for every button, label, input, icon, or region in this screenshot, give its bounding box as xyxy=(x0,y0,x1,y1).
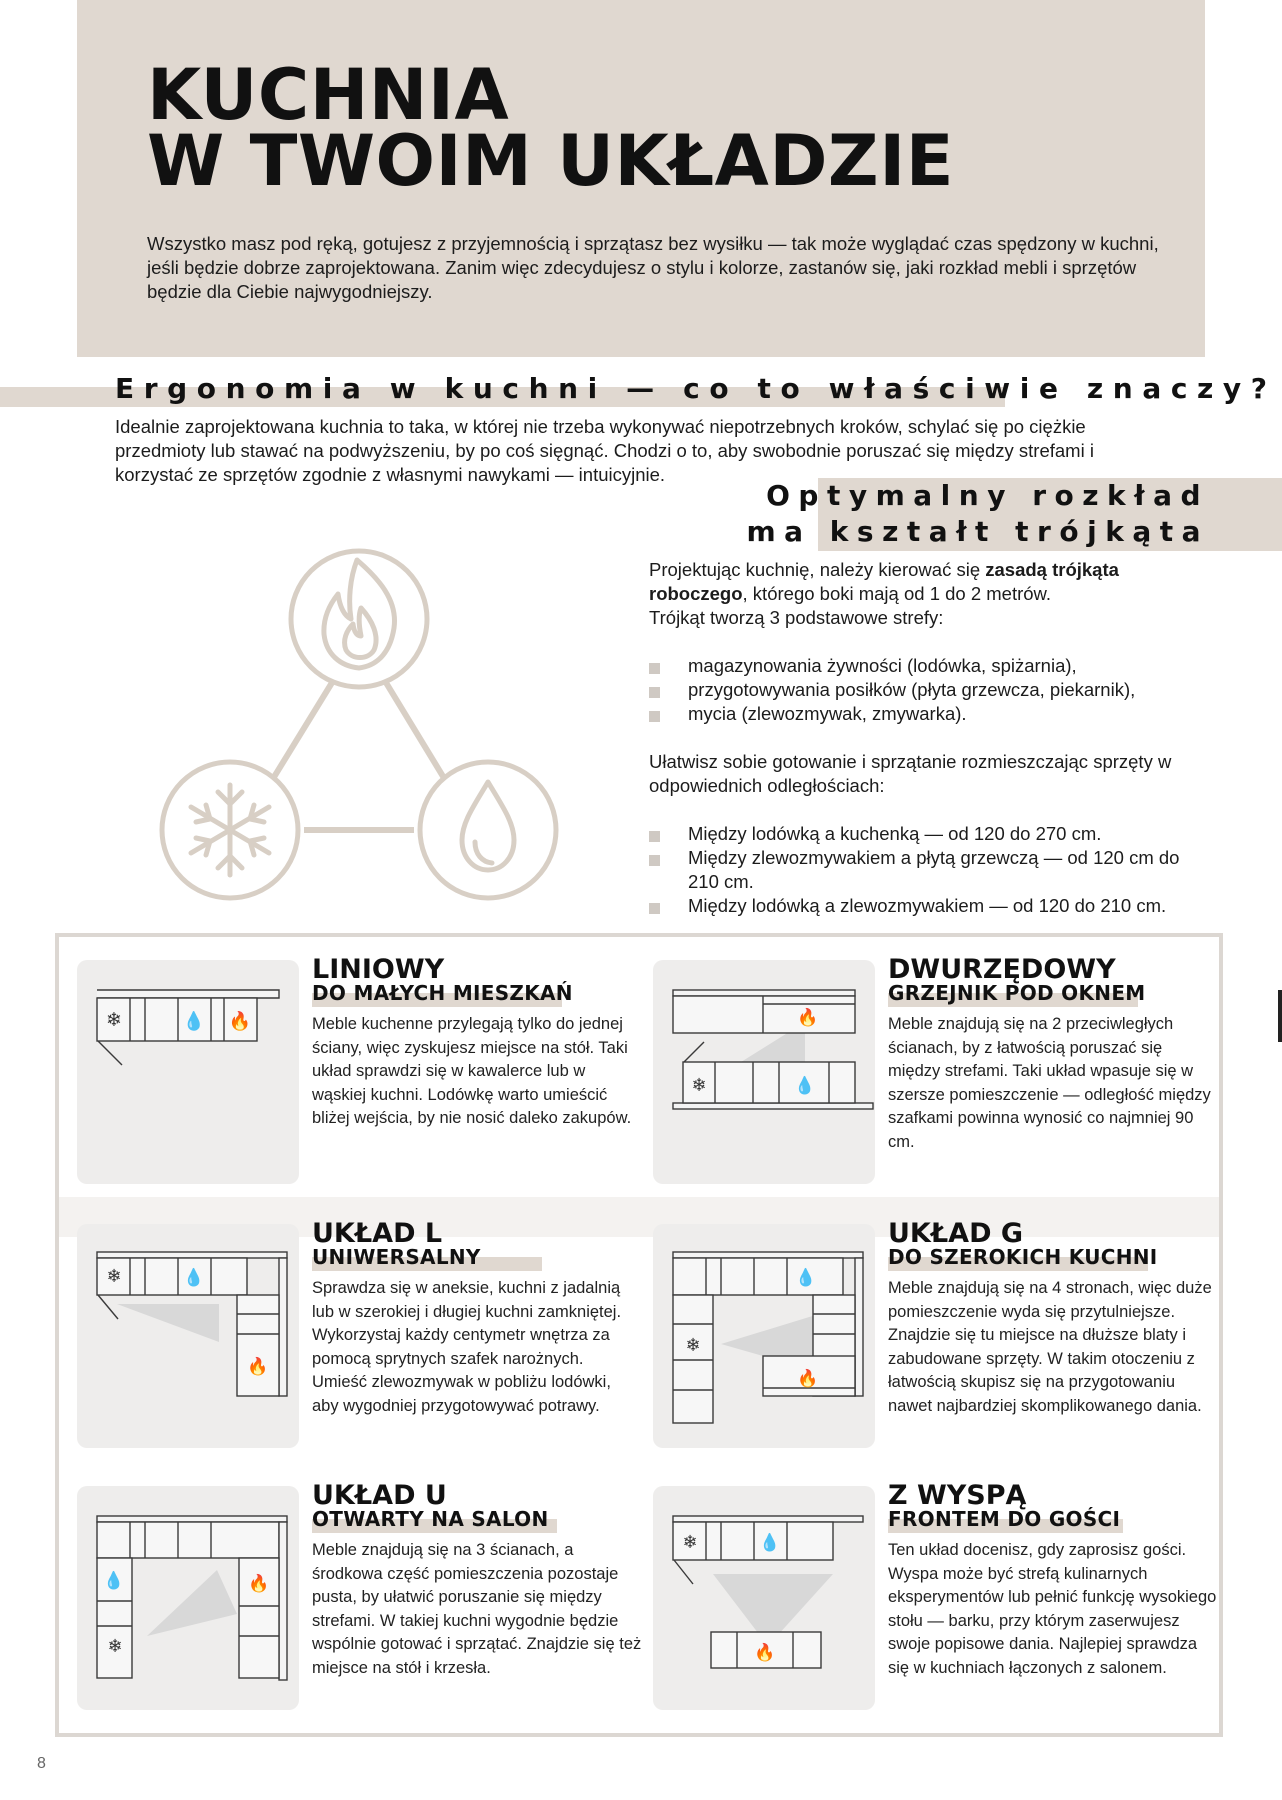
zones-list xyxy=(649,654,1209,726)
list-item: mycia (zlewozmywak, zmywarka). xyxy=(649,702,1209,726)
plan-g-shape xyxy=(653,1224,875,1448)
layout-card-l: UKŁAD L UNIWERSALNY Sprawdza się w aneksie, kuchni z jadalnią lub w szerokiej i długiej kuchni zamkniętej. Wykorzystaj każdy centymetr wnętrza za pomocą sprytnych szafek narożnych. Umieść zlewozmywak w pobliżu lodówki, aby wygodniej przygotowywać potrawy. xyxy=(312,1218,622,1415)
sink-icon: 💧 xyxy=(103,1571,125,1590)
snowflake-icon xyxy=(162,762,298,898)
list-item: Między zlewozmywakiem a płytą grzewczą — od 120 cm do 210 cm. xyxy=(649,846,1209,894)
distances-list xyxy=(649,822,1209,918)
layout-card-galley: DWURZĘDOWY GRZEJNIK POD OKNEM Meble znajdują się na 2 przeciwległych ścianach, by z łatwością poruszać się między strefami. Taki układ wpasuje się w szersze pomieszczenie — odległość między szafkami powinna wynosić co najmniej 90 cm. xyxy=(888,954,1211,1151)
distances-intro: Ułatwisz sobie gotowanie i sprzątanie rozmieszczając sprzęty w odpowiednich odległościach: xyxy=(649,751,1172,796)
section-title-ergonomia: Ergonomia w kuchni — co to właściwie znaczy? xyxy=(115,372,1277,405)
fridge-icon: ❄ xyxy=(682,1532,698,1552)
bullet-square-icon xyxy=(649,663,660,674)
sink-icon: 💧 xyxy=(794,1076,816,1095)
stove-icon: 🔥 xyxy=(248,1574,270,1593)
layout-card-g: UKŁAD G DO SZEROKICH KUCHNI Meble znajdują się na 4 stronach, więc duże pomieszczenie wyda się przytulniejsze. Znajdzie się tu miejsce na dłuższe blaty i zabudowane sprzęty. W takim otoczeniu z łatwością skupisz się na przygotowaniu nawet najbardziej skomplikowanego dania. xyxy=(888,1218,1212,1415)
plan-galley xyxy=(653,960,875,1184)
page-title: KUCHNIA W TWOIM UKŁADZIE xyxy=(147,54,955,202)
stove-icon: 🔥 xyxy=(797,1369,819,1388)
section-title-optimal: Optymalny rozkład ma kształt trójkąta xyxy=(746,479,1209,548)
stove-icon: 🔥 xyxy=(228,1011,252,1031)
stove-icon: 🔥 xyxy=(797,1008,819,1027)
water-drop-icon xyxy=(420,762,556,898)
list-item: Między lodówką a kuchenką — od 120 do 270 cm. xyxy=(649,822,1209,846)
bullet-square-icon xyxy=(649,855,660,866)
layout-card-u: UKŁAD U OTWARTY NA SALON Meble znajdują się na 3 ścianach, a środkowa część pomieszczenia pozostaje pusta, by ułatwić poruszanie się między strefami. W takiej kuchni wygodnie będzie wspólnie gotować i sprzątać. Znajdzie się też miejsce na stół i krzesła. xyxy=(312,1480,642,1677)
stove-icon: 🔥 xyxy=(247,1357,269,1376)
work-triangle-diagram xyxy=(150,530,570,910)
fire-icon xyxy=(291,551,427,687)
bullet-square-icon xyxy=(649,711,660,722)
hero-lead: Wszystko masz pod ręką, gotujesz z przyjemnością i sprzątasz bez wysiłku — tak może wyglądać czas spędzony w kuchni, jeśli będzie dobrze zaprojektowana. Zanim więc zdecydujesz o stylu i kolorze, zastanów się, jaki rozkład mebli i sprzętów będzie dla Ciebie najwygodniejszy. xyxy=(147,233,1159,302)
sink-icon: 💧 xyxy=(182,1011,206,1031)
bullet-square-icon xyxy=(649,903,660,914)
plan-island xyxy=(653,1486,875,1710)
bullet-square-icon xyxy=(649,687,660,698)
fridge-icon: ❄ xyxy=(691,1075,707,1095)
sink-icon: 💧 xyxy=(183,1268,205,1287)
fridge-icon: ❄ xyxy=(685,1335,701,1355)
triangle-rule-text: Projektując kuchnię, należy kierować się zasadą trójkąta roboczego, którego boki mają od 1 do 2 metrów. xyxy=(649,559,1119,604)
list-item: magazynowania żywności (lodówka, spiżarnia), xyxy=(649,654,1209,678)
layout-card-linear: LINIOWY DO MAŁYCH MIESZKAŃ Meble kuchenne przylegają tylko do jednej ściany, więc zyskujesz miejsce na stół. Taki układ sprawdzi się w kawalerce lub w wąskiej kuchni. Lodówkę warto umieścić bliżej wejścia, by nie nosić daleko zakupów. xyxy=(312,954,632,1128)
sink-icon: 💧 xyxy=(795,1268,817,1287)
fridge-icon: ❄ xyxy=(107,1636,123,1656)
page-edge-tab xyxy=(1278,990,1282,1042)
hero-panel xyxy=(77,0,1205,357)
stove-icon: 🔥 xyxy=(754,1643,776,1662)
bullet-square-icon xyxy=(649,831,660,842)
ergonomia-text: Idealnie zaprojektowana kuchnia to taka, w której nie trzeba wykonywać niepotrzebnych kroków, schylać się po ciężkie przedmioty lub stawać na podwyższeniu, by po coś sięgnąć. Chodzi o to, aby swobodnie poruszać się między strefami i korzystać ze sprzętów zgodnie z własnymi nawykami — intuicyjnie. xyxy=(115,416,1094,485)
page-number: 8 xyxy=(37,1755,46,1772)
optimal-body: Projektując kuchnię, należy kierować się zasadą trójkąta roboczego, którego boki mają od 1 do 2 metrów. Trójkąt tworzą 3 podstawowe strefy: magazynowania żywności (lodówka, spiżarnia), przygotowywania posiłków (płyta grzewcza, piekarnik), mycia (zlewozmywak, zmywarka). Ułatwisz sobie gotowanie i sprzątanie rozmieszczając sprzęty w odpowiednich odległościach: Między lodówką a kuchenką — od 120 do 270 cm. Między zlewozmywakiem a płytą grzewczą — od 120 cm do 210 cm. Między lodówką a zlewozmywakiem — od 120 do 210 cm. xyxy=(649,558,1209,918)
layout-card-island: Z WYSPĄ FRONTEM DO GOŚCI Ten układ docenisz, gdy zaprosisz gości. Wyspa może być strefą kulinarnych eksperymentów lub pełnić funkcję wysokiego stołu — barku, przy którym zaserwujesz swoje popisowe dania. Najlepiej sprawdza się w kuchniach łączonych z salonem. xyxy=(888,1480,1217,1677)
fridge-icon: ❄ xyxy=(106,1010,122,1031)
list-item: przygotowywania posiłków (płyta grzewcza, piekarnik), xyxy=(649,678,1209,702)
list-item: Między lodówką a zlewozmywakiem — od 120 do 210 cm. xyxy=(649,894,1209,918)
sink-icon: 💧 xyxy=(759,1533,781,1552)
plan-l-shape xyxy=(77,1224,299,1448)
plan-u-shape xyxy=(77,1486,299,1710)
fridge-icon: ❄ xyxy=(106,1266,122,1286)
plan-linear xyxy=(77,960,299,1184)
